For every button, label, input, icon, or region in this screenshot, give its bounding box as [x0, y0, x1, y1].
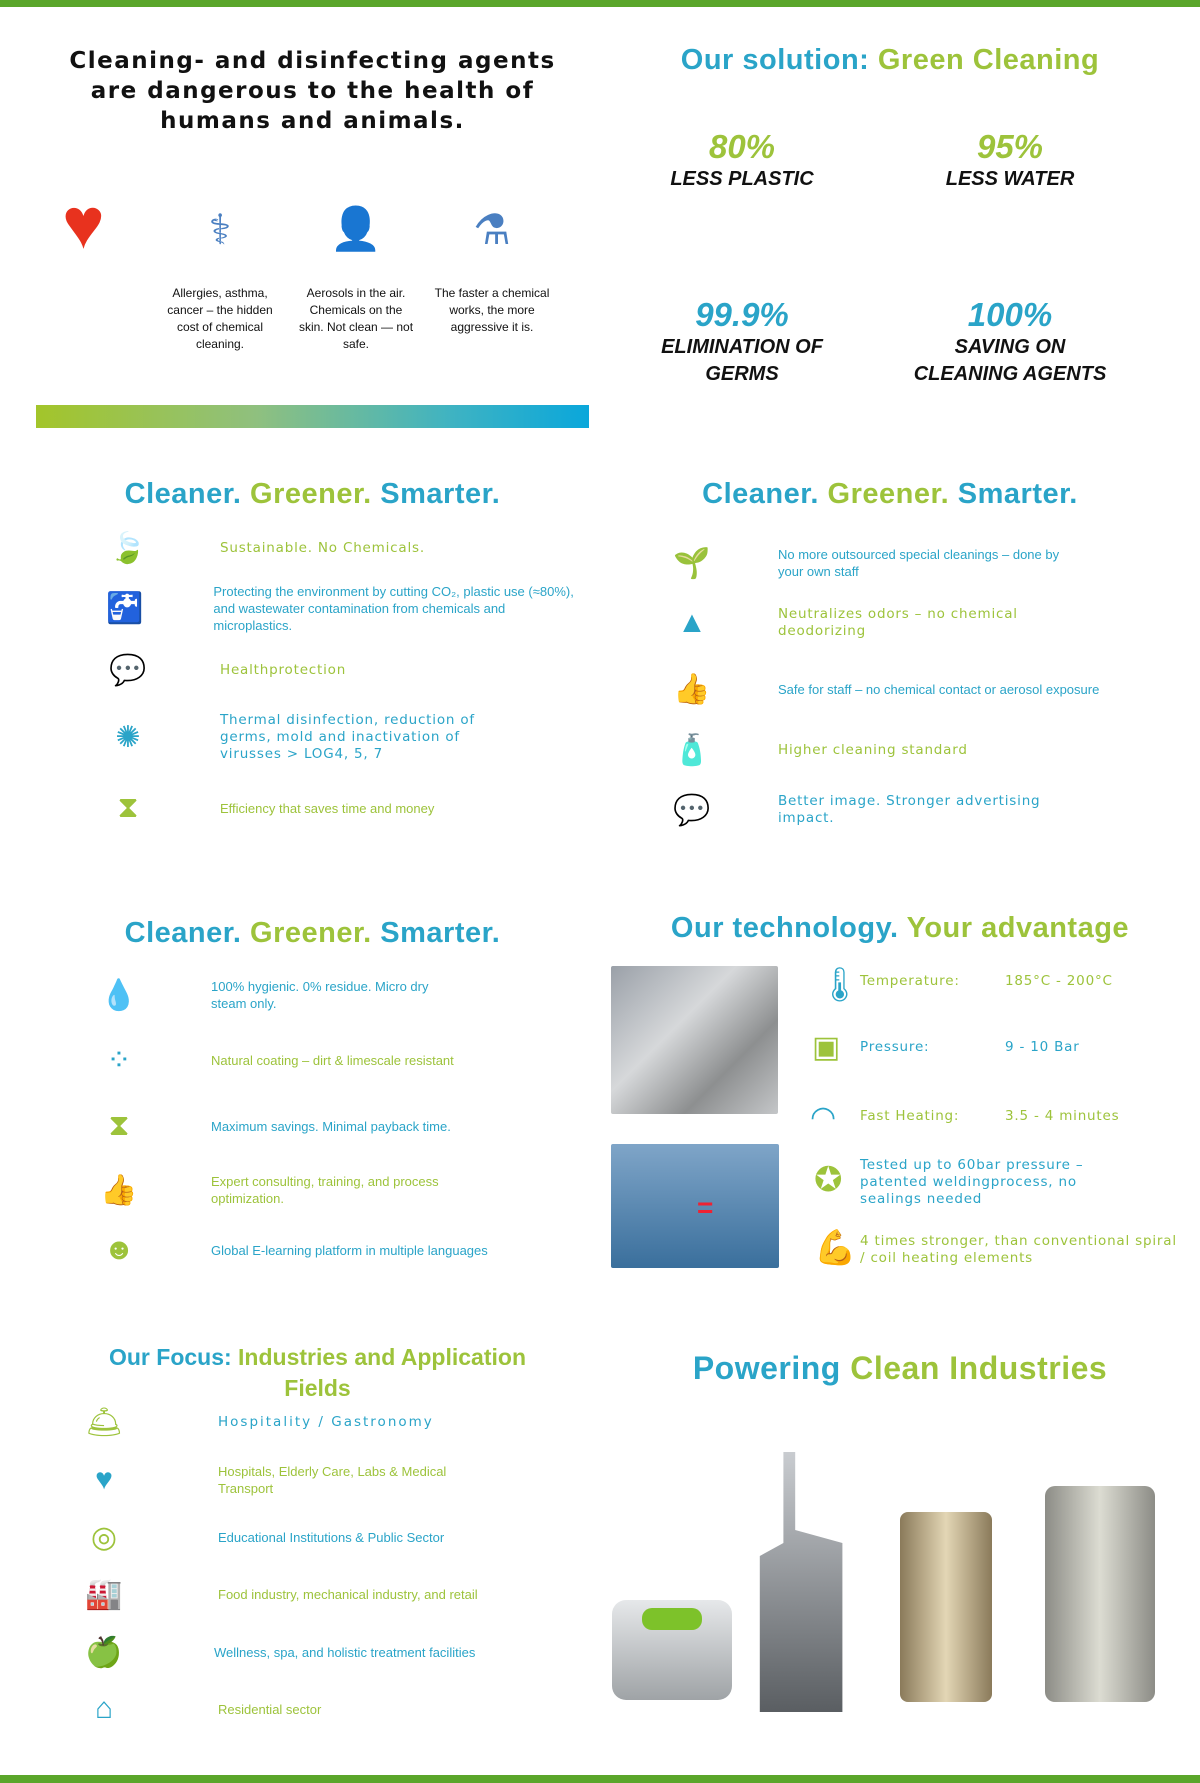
powering-title	[630, 1350, 1170, 1387]
top-accent-bar	[0, 0, 1200, 7]
chemist-icon: 👤	[329, 205, 383, 252]
droplet-icon: 💧	[100, 978, 138, 1012]
leaf-icon: 🍃	[109, 531, 147, 565]
flask-icon: ⚗	[473, 206, 511, 253]
focus-text: Food industry, mechanical industry, and retail	[218, 1586, 478, 1602]
focus-item	[82, 1574, 562, 1614]
stat	[890, 128, 1130, 193]
title-part: Our Focus:	[108, 1344, 239, 1370]
title-part: Smarter.	[957, 478, 1078, 510]
danger-text: Aerosols in the air. Chemicals on the skin. Not clean — not safe.	[298, 286, 414, 351]
feature-item	[670, 730, 1170, 770]
feature-text: Safe for staff – no chemical contact or aerosol exposure	[778, 681, 1100, 697]
feature-text: Expert consulting, training, and process optimization.	[211, 1174, 439, 1206]
focus-text: Residential sector	[218, 1701, 322, 1717]
stethoscope-icon: ⚕	[208, 206, 232, 253]
steam-cleaner-trolley-image	[748, 1452, 866, 1712]
feature-text: Thermal disinfection, reduction of germs, mold and inactivation of virusses > LOG4, 5, 7	[220, 712, 475, 762]
feature-item	[97, 1170, 577, 1210]
title-part: Our technology.	[670, 912, 907, 944]
stat-label: SAVING ON CLEANING AGENTS	[913, 336, 1107, 385]
hand-plant-icon: 🌱	[673, 546, 711, 580]
factory-icon: 🏭	[85, 1577, 123, 1611]
feature-text: Higher cleaning standard	[778, 741, 968, 758]
thumbs-up-icon: 👍	[673, 672, 711, 706]
heart-chat-icon: 💬	[673, 793, 711, 827]
danger-items	[160, 205, 552, 353]
feature-item	[670, 669, 1200, 709]
solution-title-a: Our solution:	[680, 44, 878, 76]
heart-pulse-icon: ♥	[95, 1463, 113, 1496]
title-part: Clean Industries	[850, 1350, 1108, 1386]
hourglass-icon: ⧗	[108, 1109, 130, 1142]
pressure-icon: ▣	[812, 1031, 841, 1064]
temperature-label: Temperature:	[860, 973, 960, 989]
feature-item	[106, 650, 586, 690]
title-part: Greener.	[250, 917, 381, 949]
tested-text: Tested up to 60bar pressure – patented weldingprocess, no sealings needed	[860, 1157, 1084, 1207]
focus-text: Wellness, spa, and holistic treatment facilities	[214, 1644, 476, 1660]
feature-item	[97, 1230, 577, 1270]
feature-item	[106, 583, 586, 634]
bubbles-icon: ⁘	[106, 1043, 132, 1077]
stat-value: 95%	[976, 128, 1044, 165]
spray-bottle-icon: 🧴	[673, 733, 711, 767]
focus-item	[82, 1632, 562, 1672]
focus-text: Hospitality / Gastronomy	[218, 1413, 434, 1430]
feature-text: Maximum savings. Minimal payback time.	[211, 1118, 451, 1134]
danger-item	[296, 205, 416, 353]
stat-value: 80%	[708, 128, 776, 165]
feature-text: Neutralizes odors – no chemical deodorizing	[778, 606, 1018, 639]
solution-title	[620, 44, 1160, 77]
stronger-text: 4 times stronger, than conventional spiral / coil heating elements	[860, 1233, 1177, 1266]
tech-title	[630, 912, 1170, 945]
feature-text: Protecting the environment by cutting CO₂, plastic use (≈80%), and wastewater contamination from chemicals and microplastics.	[213, 584, 574, 633]
hourglass-icon: ⧗	[117, 791, 139, 824]
steam-cleaner-tank-image	[900, 1512, 992, 1702]
feature-item	[106, 788, 586, 828]
heating-label: Fast Heating:	[860, 1108, 960, 1124]
focus-item	[82, 1517, 562, 1557]
stat-label: LESS PLASTIC	[670, 168, 814, 190]
nose-icon: ▲	[677, 606, 707, 639]
focus-item	[82, 1460, 562, 1500]
stat	[622, 128, 862, 193]
feature-item	[670, 543, 1170, 583]
danger-title: Cleaning- and disinfecting agents are dangerous to the health of humans and animals.	[69, 48, 556, 134]
heart-chat-icon: 💬	[109, 653, 147, 687]
feature-item	[97, 1106, 577, 1146]
gauge-icon: ◠	[810, 1101, 837, 1134]
stat	[890, 296, 1130, 388]
title-part: Industries and Application Fields	[238, 1344, 526, 1401]
bottom-accent-bar	[0, 1775, 1200, 1783]
danger-item	[160, 205, 280, 353]
section-title	[60, 917, 565, 950]
title-part: Cleaner.	[124, 917, 251, 949]
section-title	[630, 478, 1150, 511]
focus-text: Hospitals, Elderly Care, Labs & Medical Transport	[218, 1464, 447, 1496]
feature-item	[106, 712, 586, 763]
title-part: Greener.	[827, 478, 958, 510]
feature-item	[670, 603, 1170, 643]
virus-icon: ✺	[115, 721, 141, 754]
feature-text: Global E-learning platform in multiple languages	[211, 1242, 488, 1258]
stat-label: LESS WATER	[945, 168, 1075, 190]
title-part: Smarter.	[380, 917, 501, 949]
feature-item	[670, 790, 1170, 830]
feature-item	[97, 975, 577, 1015]
title-part: Powering	[692, 1350, 851, 1386]
stat	[622, 296, 862, 388]
temperature-value: 185°C - 200°C	[1005, 973, 1113, 989]
danger-item	[432, 205, 552, 353]
gradient-divider	[36, 405, 589, 428]
stat-value: 100%	[967, 296, 1053, 333]
muscle-icon: 💪	[814, 1229, 857, 1267]
solution-title-b: Green Cleaning	[877, 44, 1100, 76]
thumbs-up-icon: 👍	[100, 1173, 138, 1207]
feature-text: Sustainable. No Chemicals.	[220, 539, 425, 556]
hotel-bell-icon: 🛎	[84, 1405, 124, 1439]
focus-text: Educational Institutions & Public Sector	[218, 1529, 445, 1545]
thermometer-icon: 🌡	[818, 966, 862, 1004]
section-title	[60, 478, 565, 511]
faucet-icon: 🚰	[106, 592, 144, 625]
title-part: Cleaner.	[124, 478, 251, 510]
focus-item	[82, 1689, 562, 1729]
target-icon: ◎	[90, 1520, 118, 1554]
feature-text: Efficiency that saves time and money	[220, 800, 435, 816]
feature-item	[106, 528, 586, 568]
house-search-icon: ⌂	[94, 1692, 114, 1725]
heating-value: 3.5 - 4 minutes	[1005, 1108, 1120, 1124]
heating-element-comparison-image	[611, 1144, 779, 1268]
stat-label: ELIMINATION OF GERMS	[661, 336, 823, 385]
steam-cleaner-small-image	[612, 1600, 732, 1700]
title-part: Cleaner.	[702, 478, 828, 510]
danger-text: Allergies, asthma, cancer – the hidden cost of chemical cleaning.	[167, 286, 273, 351]
stat-value: 99.9%	[695, 296, 789, 333]
verified-badge-icon: ✪	[814, 1161, 843, 1199]
steam-cleaner-industrial-image	[1045, 1486, 1155, 1702]
danger-text: The faster a chemical works, the more aggressive it is.	[434, 286, 550, 334]
feature-text: Natural coating – dirt & limescale resistant	[211, 1052, 454, 1068]
equals-sign: =	[697, 1192, 714, 1223]
title-part: Smarter.	[380, 478, 501, 510]
focus-title	[80, 1342, 555, 1404]
steam-boiler-image	[611, 966, 778, 1114]
feature-text: No more outsourced special cleanings – done by your own staff	[778, 547, 1060, 579]
pressure-label: Pressure:	[860, 1039, 930, 1055]
feature-text: Better image. Stronger advertising impact.	[778, 793, 1041, 826]
head-atom-icon: ☻	[103, 1233, 135, 1266]
feature-item	[97, 1040, 577, 1080]
title-part: Greener.	[250, 478, 381, 510]
title-part: Your advantage	[906, 912, 1130, 944]
apple-icon: 🍏	[85, 1635, 123, 1669]
feature-text: Healthprotection	[220, 661, 347, 678]
focus-item	[82, 1402, 562, 1442]
feature-text: 100% hygienic. 0% residue. Micro dry steam only.	[211, 979, 429, 1011]
pressure-value: 9 - 10 Bar	[1005, 1039, 1080, 1055]
heart-pulse-icon: ♥	[62, 184, 105, 264]
